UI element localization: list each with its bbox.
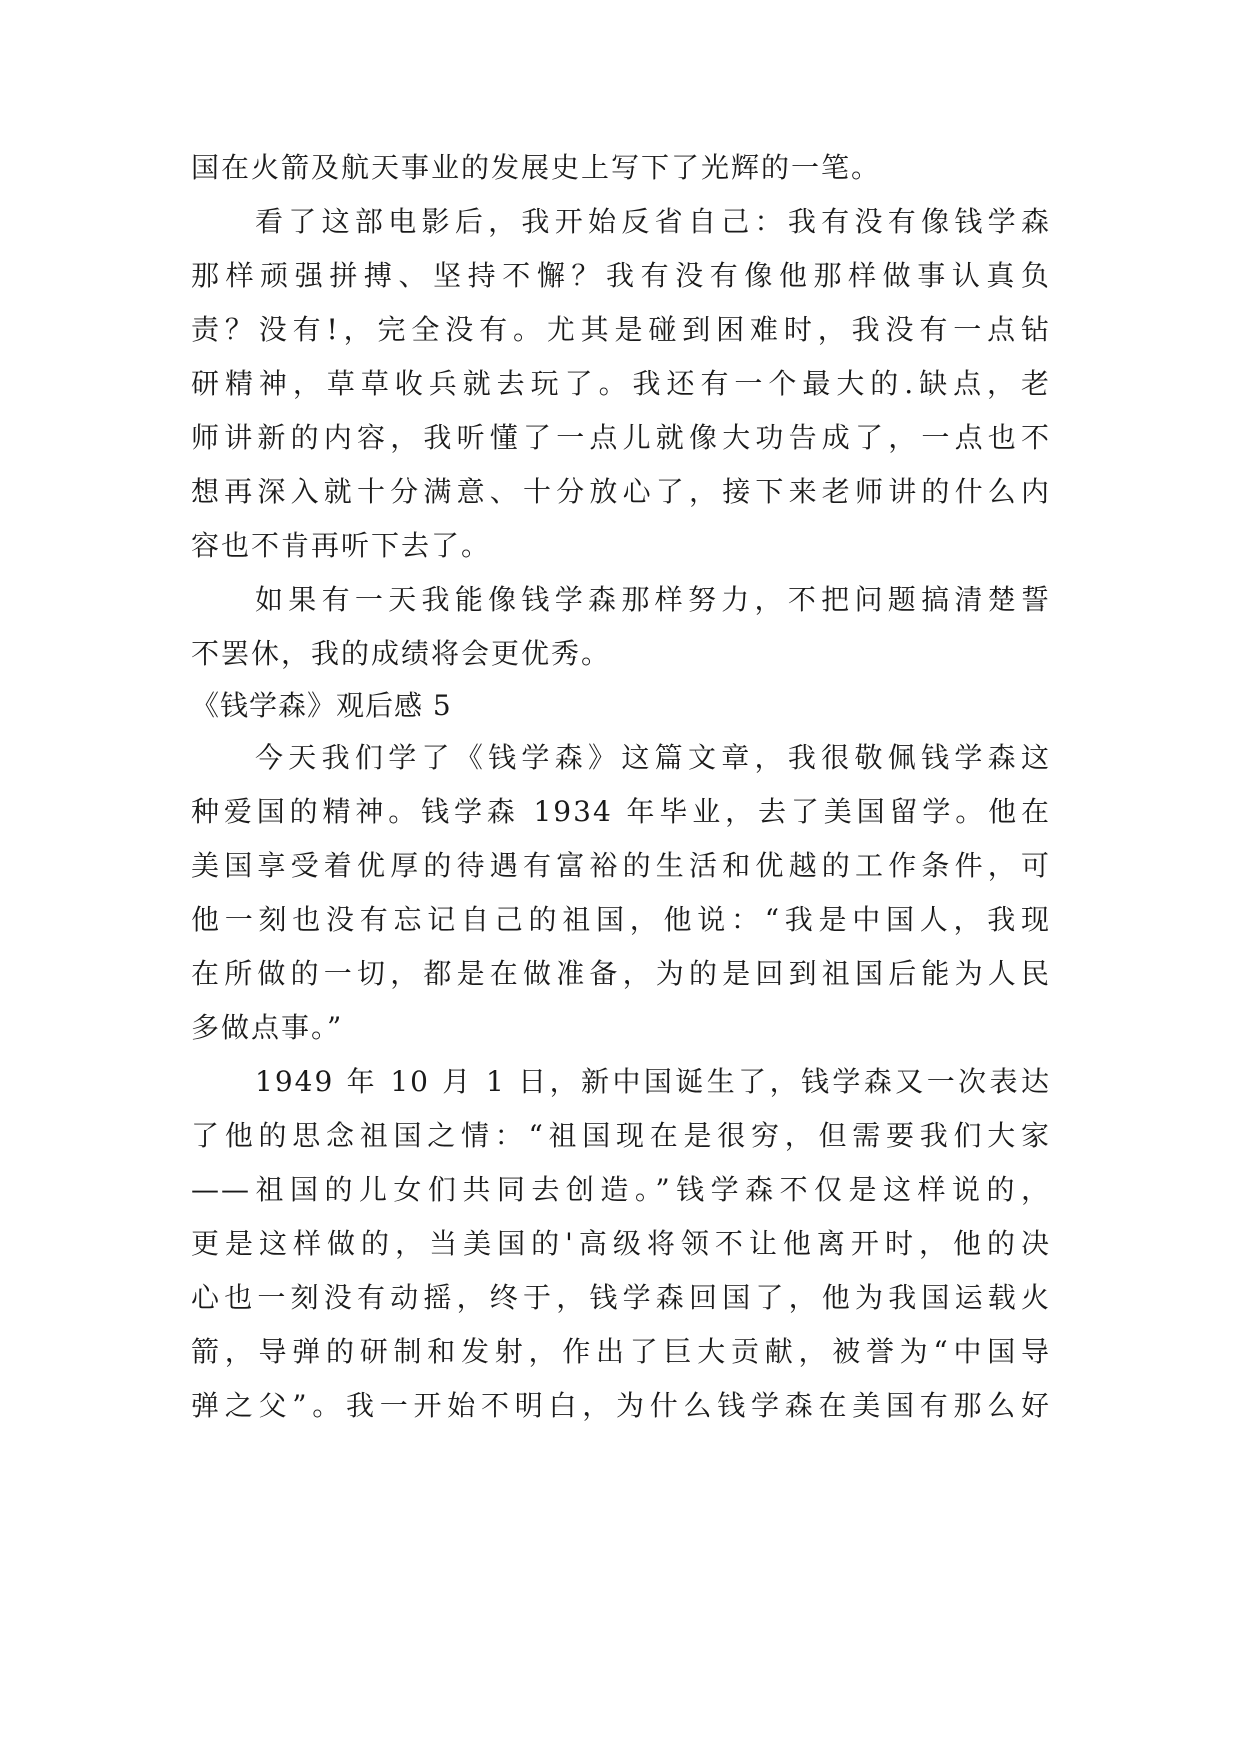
paragraph-line: 如果有一天我能像钱学森那样努力，不把问题搞清楚誓 [255,583,1051,616]
paragraph-line: 那样顽强拼搏、坚持不懈？我有没有像他那样做事认真负 [191,259,1051,292]
paragraph-line: 看了这部电影后，我开始反省自己：我有没有像钱学森 [255,205,1051,238]
paragraph-line: 他一刻也没有忘记自己的祖国，他说：“我是中国人，我现 [191,903,1051,936]
paragraph-line: 想再深入就十分满意、十分放心了，接下来老师讲的什么内 [191,475,1051,508]
paragraph-line: 国在火箭及航天事业的发展史上写下了光辉的一笔。 [191,151,882,184]
paragraph-line: 不罢休，我的成绩将会更优秀。 [191,637,612,670]
paragraph-line: 箭，导弹的研制和发射，作出了巨大贡献，被誉为“中国导 [191,1335,1051,1368]
paragraph-line: 责？没有!，完全没有。尤其是碰到困难时，我没有一点钻 [191,313,1051,346]
paragraph-line: 弹之父”。我一开始不明白，为什么钱学森在美国有那么好 [191,1389,1051,1422]
paragraph-line: 美国享受着优厚的待遇有富裕的生活和优越的工作条件，可 [191,849,1051,882]
paragraph-line: 更是这样做的，当美国的'高级将领不让他离开时，他的决 [191,1227,1051,1260]
paragraph-line: ——祖国的儿女们共同去创造。”钱学森不仅是这样说的， [191,1173,1051,1206]
paragraph-line: 1949 年 10 月 1 日，新中国诞生了，钱学森又一次表达 [255,1065,1051,1098]
section-heading: 《钱学森》观后感 5 [191,689,452,722]
paragraph-line: 在所做的一切，都是在做准备，为的是回到祖国后能为人民 [191,957,1051,990]
paragraph-line: 多做点事。” [191,1011,344,1044]
paragraph-line: 研精神，草草收兵就去玩了。我还有一个最大的.缺点，老 [191,367,1051,400]
paragraph-line: 种爱国的精神。钱学森 1934 年毕业，去了美国留学。他在 [191,795,1051,828]
paragraph-line: 师讲新的内容，我听懂了一点儿就像大功告成了，一点也不 [191,421,1051,454]
paragraph-line: 今天我们学了《钱学森》这篇文章，我很敬佩钱学森这 [255,741,1051,774]
paragraph-line: 了他的思念祖国之情：“祖国现在是很穷，但需要我们大家 [191,1119,1051,1152]
paragraph-line: 心也一刻没有动摇，终于，钱学森回国了，他为我国运载火 [191,1281,1051,1314]
paragraph-line: 容也不肯再听下去了。 [191,529,492,562]
